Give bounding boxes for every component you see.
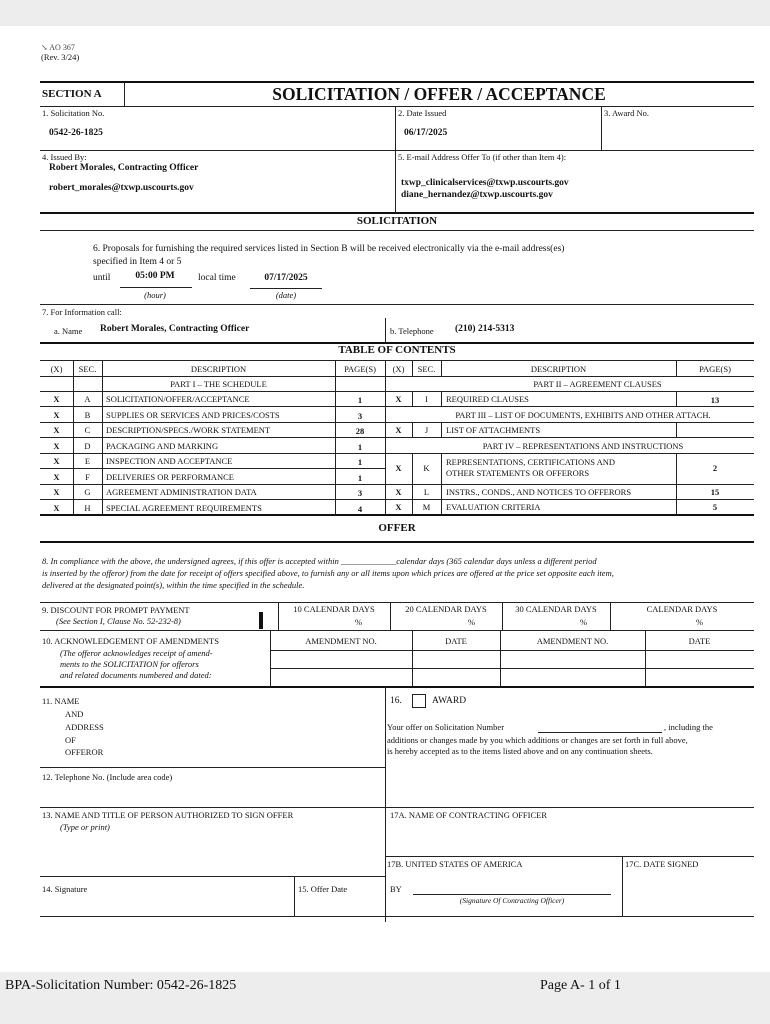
amendments-sub1: (The offeror acknowledges receipt of amend- [60,648,213,658]
toc-left-desc: SOLICITATION/OFFER/ACCEPTANCE [106,394,250,404]
solicitation-no-label: 1. Solicitation No. [42,108,105,118]
co-signature-caption: (Signature Of Contracting Officer) [459,896,565,905]
toc-left-x: X [53,425,60,435]
text-cursor-marker [259,612,263,629]
offeror-of-label: OF [65,735,76,745]
toc-col-x-right: (X) [392,364,405,374]
pct-2: % [468,617,476,627]
contracting-officer-name-label: 17A. NAME OF CONTRACTING OFFICER [390,810,548,820]
toc-right-x: X [395,394,402,404]
toc-right-x: X [395,502,402,512]
toc-left-x: X [53,394,60,404]
toc-left-pages: 1 [357,472,363,483]
toc-left-pages: 1 [357,457,363,467]
solicitation-no-value: 0542-26-1825 [49,128,103,138]
toc-right-sec: J [424,425,429,435]
toc-right-desc: REPRESENTATIONS, CERTIFICATIONS AND [446,457,616,467]
toc-left-x-col [40,392,73,516]
toc-part2: PART II – AGREEMENT CLAUSES [533,379,662,389]
toc-left-desc: INSPECTION AND ACCEPTANCE [106,456,233,466]
discount-other-days: CALENDAR DAYS [646,604,718,614]
offeror-name-label: 11. NAME [42,696,80,706]
offer-email-1: txwp_clinicalservices@txwp.uscourts.gov [401,178,569,188]
item8-line3: delivered at the designated point(s), within the time specified in the schedule. [42,580,305,590]
toc-col-sec-right: SEC. [417,364,436,374]
authorized-signer-label: 13. NAME AND TITLE OF PERSON AUTHORIZED TO SIGN OFFER [42,810,294,820]
item8-line1: 8. In compliance with the above, the undersigned agrees, if this offer is accepted within _____________calendar days (365 calendar days unless a different period [42,556,597,566]
toc-left-pages: 3 [357,410,363,421]
form-title: SOLICITATION / OFFER / ACCEPTANCE [272,84,606,104]
toc-left-desc: AGREEMENT ADMINISTRATION DATA [106,487,257,497]
offer-email-2: diane_hernandez@txwp.uscourts.gov [401,190,553,200]
contact-tel: (210) 214-5313 [455,324,515,334]
toc-left-x: X [53,440,60,451]
issued-by-name: Robert Morales, Contracting Officer [49,163,199,173]
item6-text-line1: 6. Proposals for furnishing the required services listed in Section B will be received electronically via the e-mail address(es) [93,244,565,254]
toc-right-x: X [395,425,402,435]
offer-email-label: 5. E-mail Address Offer To (if other than Item 4): [398,152,567,162]
toc-right-desc: REQUIRED CLAUSES [446,394,529,404]
amendment-no-col-2: AMENDMENT NO. [536,636,609,646]
toc-left-pages-col [335,393,385,517]
toc-col-desc-right: DESCRIPTION [530,364,587,374]
top-margin-strip [0,0,770,26]
hour-caption: (hour) [144,290,166,300]
date-signed-label: 17C. DATE SIGNED [625,859,699,869]
toc-right-desc: EVALUATION CRITERIA [446,502,541,512]
toc-right-sec: M [422,502,431,512]
discount-30-days: 30 CALENDAR DAYS [515,604,597,614]
contact-name-label: a. Name [54,326,83,336]
item6-text-line2: specified in Item 4 or 5 [93,257,182,267]
toc-col-pages-right: PAGE(S) [699,364,731,374]
offeror-offeror-label: OFFEROR [65,747,104,757]
pct-4: % [696,617,704,627]
toc-part3: PART III – LIST OF DOCUMENTS, EXHIBITS AND OTHER ATTACH. [455,410,711,420]
toc-heading: TABLE OF CONTENTS [338,344,456,356]
toc-right-pages: 15 [710,487,720,497]
toc-part4: PART IV – REPRESENTATIONS AND INSTRUCTIONS [482,441,684,451]
toc-left-desc: DESCRIPTION/SPECS./WORK STATEMENT [106,425,271,435]
offeror-address-label: ADDRESS [65,722,104,732]
item8-line2: is inserted by the offeror) from the date for receipt of offers specified above, to furnish any or all items upon which prices are offered at the price set opposite each item, [42,568,614,578]
deadline-time: 05:00 PM [135,271,175,281]
toc-left-pages: 4 [357,503,363,514]
form-number-partial: ↘ AO 367 [41,43,75,52]
toc-left-x: X [53,409,60,420]
award-text-line3: is hereby accepted as to the items listed above and on any continuation sheets. [387,746,653,756]
toc-col-sec: SEC. [78,364,97,374]
toc-left-sec-col [73,392,102,516]
section-label: SECTION A [42,88,102,100]
toc-left-x: X [53,471,60,482]
info-call-label: 7. For Information call: [42,307,122,317]
toc-left-desc: SPECIAL AGREEMENT REQUIREMENTS [106,502,262,513]
date-caption: (date) [275,290,297,300]
telephone-label: 12. Telephone No. (Include area code) [42,772,173,782]
toc-col-pages: PAGE(S) [344,364,376,374]
date-issued-label: 2. Date Issued [398,108,447,118]
form-revision: (Rev. 3/24) [41,52,80,62]
toc-left-x: X [53,502,60,513]
authorized-signer-sub: (Type or print) [60,822,110,832]
toc-left-pages: 1 [357,395,363,405]
offer-heading: OFFER [378,522,416,534]
award-checkbox[interactable] [412,694,426,708]
toc-right-desc: INSTRS., CONDS., AND NOTICES TO OFFERORS [446,487,632,497]
toc-right-pages: 2 [712,463,718,473]
toc-col-desc: DESCRIPTION [190,364,247,374]
footer-page-number: Page A- 1 of 1 [540,978,621,993]
date-issued-value: 06/17/2025 [404,128,448,138]
discount-label: 9. DISCOUNT FOR PROMPT PAYMENT [42,605,190,615]
toc-left-desc-col [106,392,334,516]
pct-1: % [355,617,363,627]
pct-3: % [580,617,588,627]
local-time-label: local time [198,273,236,283]
toc-left-sec: D [84,440,91,451]
amendments-sub2: ments to the SOLICITATION for offerors [60,659,199,669]
toc-right-desc: LIST OF ATTACHMENTS [446,425,541,435]
discount-sub: (See Section I, Clause No. 52-232-8) [56,616,181,626]
toc-right-x: X [395,487,402,497]
toc-left-sec: B [84,409,91,420]
toc-left-pages: 28 [355,426,365,436]
offer-date-label: 15. Offer Date [298,884,348,894]
toc-left-sec: A [84,394,91,404]
item6-until: until [93,273,111,283]
toc-right-sec: I [425,394,428,404]
toc-right-desc: OTHER STATEMENTS OR OFFERORS [446,468,590,478]
amendments-sub3: and related documents numbered and dated: [60,670,212,680]
toc-left-desc: PACKAGING AND MARKING [106,440,219,451]
toc-right-pages: 13 [710,395,720,405]
amendment-date-col: DATE [445,636,467,646]
solicitation-heading: SOLICITATION [356,215,438,227]
toc-right-sec: L [423,487,430,497]
contact-name: Robert Morales, Contracting Officer [100,324,250,334]
by-label: BY [390,884,402,894]
amendments-label: 10. ACKNOWLEDGEMENT OF AMENDMENTS [42,636,219,646]
toc-left-sec: H [84,502,91,513]
award-text-line2: additions or changes made by you which additions or changes are set forth in full above, [387,735,688,745]
toc-right-x: X [395,463,402,473]
offeror-and-label: AND [65,709,84,719]
award-no-label: 3. Award No. [604,108,650,118]
toc-left-x: X [53,487,60,497]
award-label: AWARD [432,696,467,706]
amendment-date-col-2: DATE [688,636,711,646]
toc-left-sec: G [84,487,91,497]
award-text-line1: Your offer on Solicitation Number [387,722,505,732]
toc-left-pages: 3 [357,488,363,498]
toc-left-pages: 1 [357,441,363,452]
usa-label: 17B. UNITED STATES OF AMERICA [387,859,523,869]
footer-solicitation-number: BPA-Solicitation Number: 0542-26-1825 [5,978,237,993]
signature-label: 14. Signature [42,884,88,894]
toc-col-x: (X) [50,364,63,374]
toc-left-sec: E [84,456,91,466]
award-text-line1-end: , including the [664,722,713,732]
discount-10-days: 10 CALENDAR DAYS [293,604,375,614]
toc-left-sec: F [85,471,90,482]
issued-by-email: robert_morales@txwp.uscourts.gov [49,183,194,193]
toc-right-sec: K [423,463,430,473]
amendment-no-col: AMENDMENT NO. [305,636,377,646]
toc-left-x: X [53,456,60,466]
toc-part1: PART I – THE SCHEDULE [170,379,267,389]
award-item-number: 16. [390,696,402,706]
toc-right-pages: 5 [712,502,718,512]
toc-left-desc: DELIVERIES OR PERFORMANCE [106,471,234,482]
toc-left-sec: C [84,425,91,435]
contact-tel-label: b. Telephone [390,326,434,336]
discount-20-days: 20 CALENDAR DAYS [405,604,487,614]
issued-by-label: 4. Issued By: [42,152,87,162]
deadline-date: 07/17/2025 [264,273,308,283]
toc-left-desc: SUPPLIES OR SERVICES AND PRICES/COSTS [106,409,280,420]
